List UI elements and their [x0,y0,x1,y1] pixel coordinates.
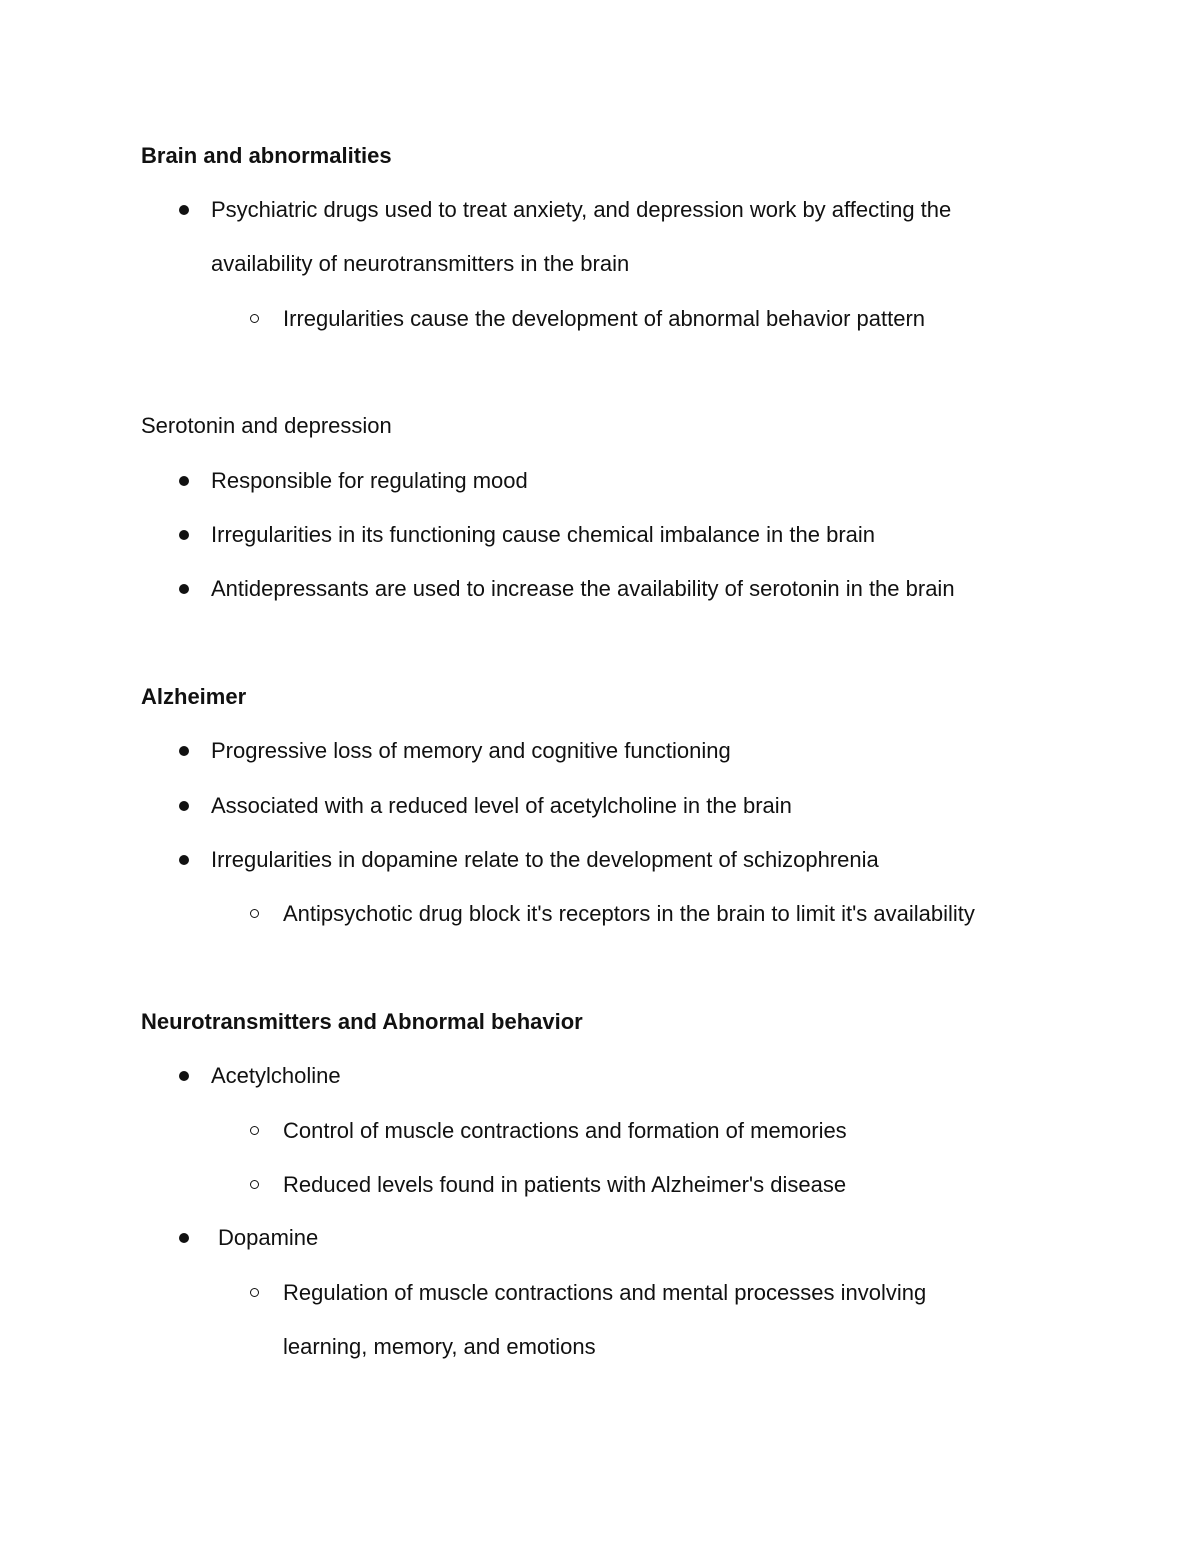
section-heading-alzheimer: Alzheimer [141,684,247,709]
bullet-ring-icon [250,314,259,323]
bullet-dot-icon [179,801,189,811]
sub-bullet-text: Regulation of muscle contractions and mental processes involving [283,1280,927,1305]
bullet-dot-icon [179,476,189,486]
bullet-text: Associated with a reduced level of acetylcholine in the brain [211,793,792,818]
bullet-text: Progressive loss of memory and cognitive functioning [211,738,731,763]
section-heading-brain-abnormalities: Brain and abnormalities [141,143,392,168]
bullet-text: Responsible for regulating mood [211,468,528,493]
sub-bullet-text: Reduced levels found in patients with Alzheimer's disease [283,1172,847,1197]
bullet-dot-icon [179,1071,189,1081]
bullet-dot-icon [179,584,189,594]
bullet-dot-icon [179,205,189,215]
bullet-text: Irregularities in dopamine relate to the development of schizophrenia [211,847,879,872]
sub-bullet-text: Control of muscle contractions and formation of memories [283,1118,847,1143]
bullet-dot-icon [179,746,189,756]
sub-bullet-text-continuation: learning, memory, and emotions [283,1334,596,1359]
section-heading-serotonin-depression: Serotonin and depression [141,413,392,438]
bullet-text: Irregularities in its functioning cause chemical imbalance in the brain [211,522,876,547]
bullet-ring-icon [250,1180,259,1189]
sub-bullet-text: Antipsychotic drug block it's receptors in the brain to limit it's availability [283,901,975,926]
section-heading-neurotransmitters: Neurotransmitters and Abnormal behavior [141,1009,583,1034]
bullet-dot-icon [179,855,189,865]
bullet-ring-icon [250,1126,259,1135]
bullet-text: Antidepressants are used to increase the availability of serotonin in the brain [211,576,955,601]
bullet-dot-icon [179,530,189,540]
bullet-text: Psychiatric drugs used to treat anxiety, and depression work by affecting the [211,197,952,222]
bullet-ring-icon [250,1288,259,1297]
bullet-text: Acetylcholine [211,1063,341,1088]
bullet-text: Dopamine [218,1225,319,1250]
bullet-dot-icon [179,1233,189,1243]
sub-bullet-text: Irregularities cause the development of abnormal behavior pattern [283,306,926,331]
bullet-text-continuation: availability of neurotransmitters in the brain [211,251,630,276]
bullet-ring-icon [250,909,259,918]
